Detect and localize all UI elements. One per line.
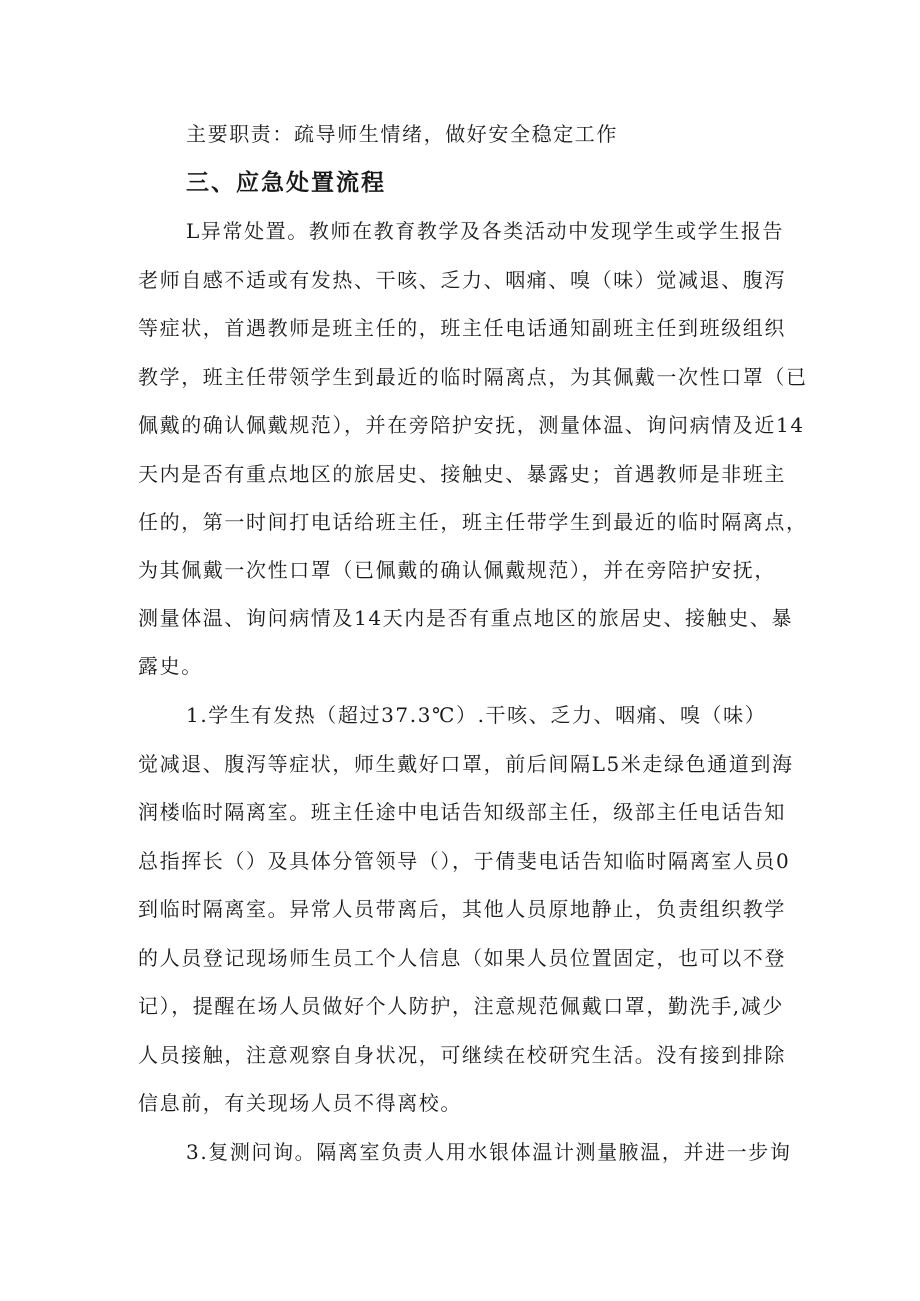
paragraph-line: 到临时隔离室。异常人员带离后，其他人员原地静止，负责组织教学 bbox=[138, 897, 786, 921]
paragraph-line: 等症状，首遇教师是班主任的，班主任电话通知副班主任到班级组织 bbox=[138, 316, 786, 340]
section-heading: 三、应急处置流程 bbox=[186, 170, 386, 196]
paragraph-line: 人员接触，注意观察自身状况，可继续在校研究生活。没有接到排除 bbox=[138, 1043, 786, 1067]
paragraph-line: 教学，班主任带领学生到最近的临时隔离点，为其佩戴一次性口罩（已 bbox=[138, 365, 808, 389]
paragraph-line: 老师自感不适或有发热、干咳、乏力、咽痛、嗅（味）觉减退、腹泻 bbox=[138, 268, 786, 292]
duty-line: 主要职责：疏导师生情绪，做好安全稳定工作 bbox=[186, 122, 618, 146]
paragraph-line: 觉减退、腹泻等症状，师生戴好口罩，前后间隔L5米走绿色通道到海 bbox=[138, 752, 794, 776]
paragraph-line: 记），提醒在场人员做好个人防护，注意规范佩戴口罩，勤洗手,减少 bbox=[138, 994, 784, 1018]
paragraph-line: 任的，第一时间打电话给班主任，班主任带学生到最近的临时隔离点， bbox=[138, 510, 808, 534]
paragraph-line: L异常处置。教师在教育教学及各类活动中发现学生或学生报告 bbox=[186, 219, 785, 243]
paragraph-line: 测量体温、询问病情及14天内是否有重点地区的旅居史、接触史、暴 bbox=[138, 606, 794, 630]
paragraph-line: 信息前，有关现场人员不得离校。 bbox=[138, 1091, 462, 1115]
paragraph-line: 露史。 bbox=[138, 654, 203, 678]
paragraph-line: 佩戴的确认佩戴规范），并在旁陪护安抚，测量体温、询问病情及近14 bbox=[138, 413, 805, 437]
paragraph-line: 润楼临时隔离室。班主任途中电话告知级部主任，级部主任电话告知 bbox=[138, 800, 786, 824]
paragraph-line: 总指挥长（）及具体分管领导（），于倩斐电话告知临时隔离室人员0 bbox=[138, 849, 791, 873]
paragraph-line: 为其佩戴一次性口罩（已佩戴的确认佩戴规范），并在旁陪护安抚， bbox=[138, 558, 776, 582]
paragraph-line: 3.复测问询。隔离室负责人用水银体温计测量腋温，并进一步询 bbox=[186, 1140, 792, 1164]
paragraph-line: 的人员登记现场师生员工个人信息（如果人员位置固定，也可以不登 bbox=[138, 946, 786, 970]
paragraph-line: 天内是否有重点地区的旅居史、接触史、暴露史；首遇教师是非班主 bbox=[138, 462, 786, 486]
paragraph-line: 1.学生有发热（超过37.3℃）.干咳、乏力、咽痛、嗅（味） bbox=[186, 703, 767, 727]
